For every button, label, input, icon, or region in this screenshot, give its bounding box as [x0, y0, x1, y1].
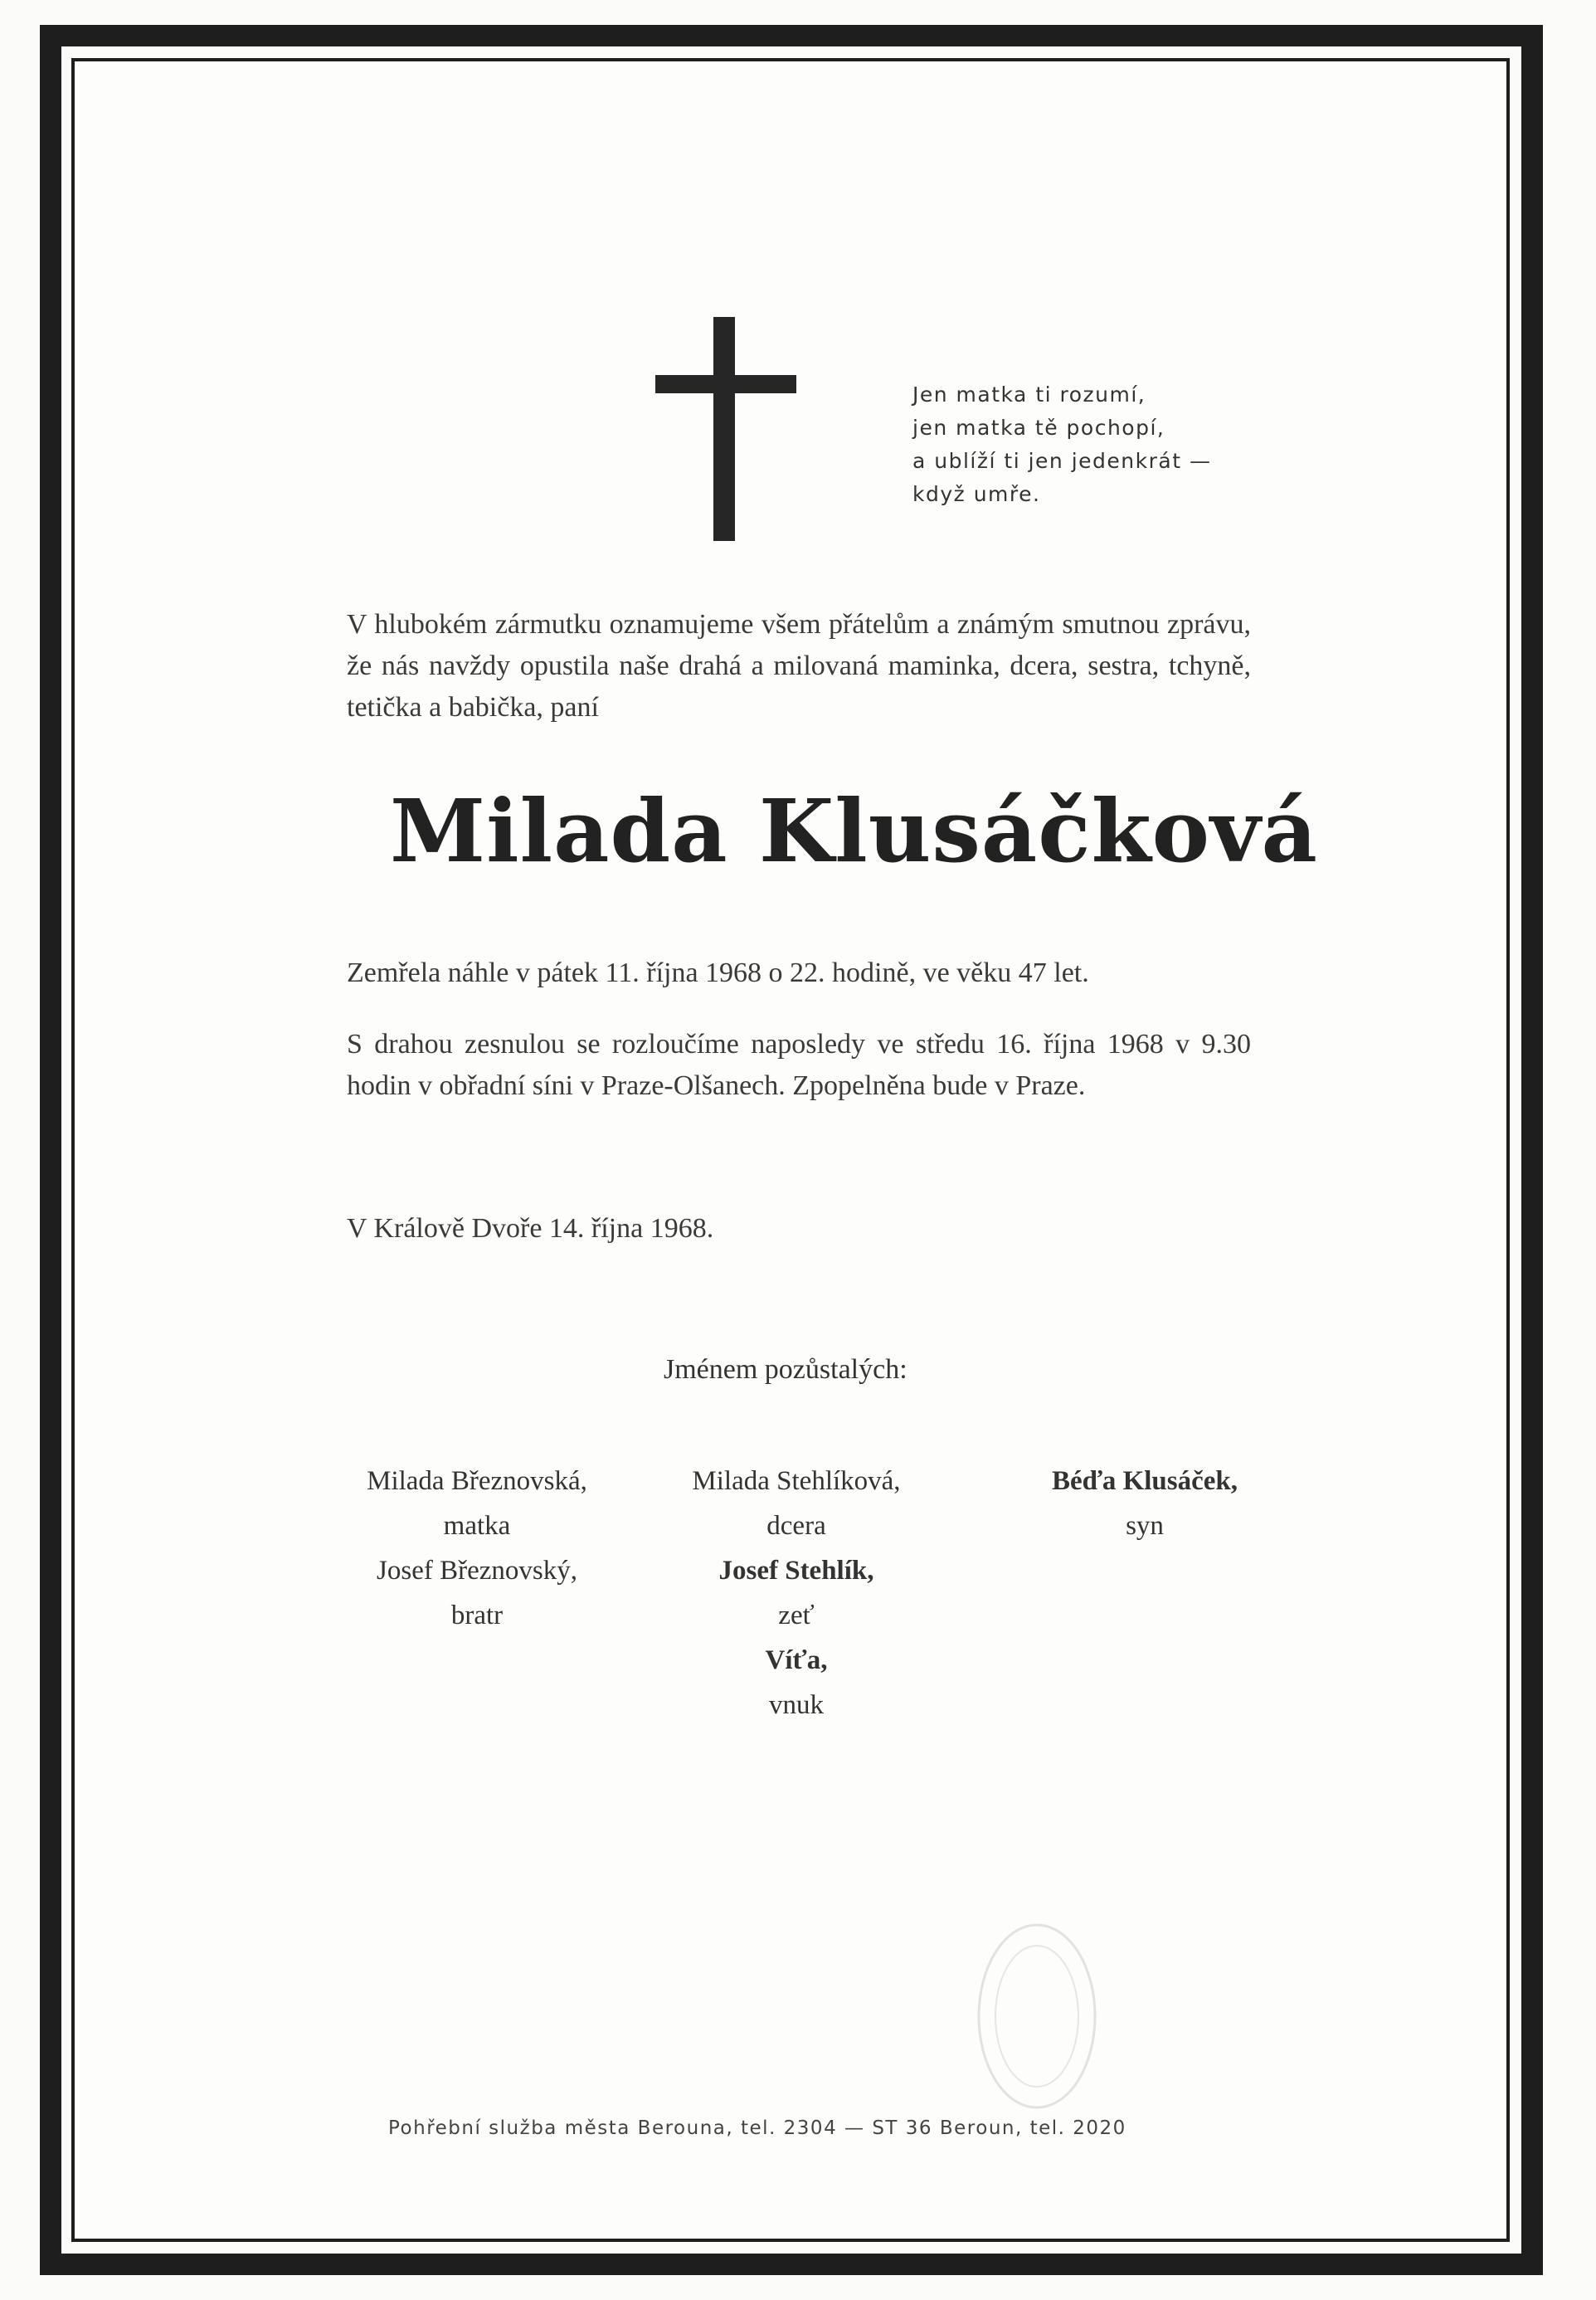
place-date: V Králově Dvoře 14. října 1968. — [347, 1213, 714, 1244]
verse — [912, 378, 1261, 511]
death-notice: Zemřela náhle v pátek 11. října 1968 o 22. hodině, ve věku 47 let. — [347, 958, 1089, 988]
mourners-column-3 — [1037, 1459, 1253, 1548]
mourner-relation: dcera — [766, 1511, 826, 1541]
verse-line: když umře. — [912, 482, 1041, 506]
mourners-column-1 — [340, 1459, 614, 1638]
faint-stamp — [954, 1908, 1120, 2124]
mourner-relation: bratr — [450, 1601, 504, 1630]
mourner-name: Milada Březnovská, — [367, 1466, 587, 1496]
mourner-name: Víťa, — [765, 1645, 828, 1675]
mourner-name: Josef Březnovský, — [377, 1556, 577, 1586]
mourners-column-2 — [664, 1459, 929, 1727]
mourner-name: Béďa Klusáček, — [1051, 1466, 1238, 1496]
verse-line: jen matka tě pochopí, — [912, 416, 1165, 440]
intro-paragraph: V hlubokém zármutku oznamujeme všem přátelům a známým smutnou zprávu, že nás navždy opustila naše drahá a milovaná maminka, dcera, sestra, tchyně, tetička a babička, paní — [347, 609, 1251, 723]
behalf-heading: Jménem pozůstalých: — [664, 1354, 907, 1385]
mourner-relation: matka — [443, 1511, 511, 1541]
mourner-relation: zeť — [778, 1601, 815, 1630]
deceased-name: Milada Klusáčková — [390, 780, 1318, 882]
verse-line: a ublíží ti jen jedenkrát — — [912, 449, 1212, 473]
verse-line: Jen matka ti rozumí, — [912, 383, 1146, 407]
mourner-name: Milada Stehlíková, — [692, 1466, 901, 1496]
mourner-name: Josef Stehlík, — [718, 1556, 874, 1586]
farewell-paragraph: S drahou zesnulou se rozloučíme naposledy ve středu 16. října 1968 v 9.30 hodin v obřadní síni v Praze-Olšanech. Zpopelněna bude v Praze. — [347, 1029, 1251, 1101]
mourner-relation: syn — [1126, 1511, 1164, 1541]
cross-icon — [655, 317, 796, 541]
mourner-relation: vnuk — [769, 1690, 824, 1720]
footer-funeral-service: Pohřební služba města Berouna, tel. 2304 — ST 36 Beroun, tel. 2020 — [388, 2117, 1126, 2139]
